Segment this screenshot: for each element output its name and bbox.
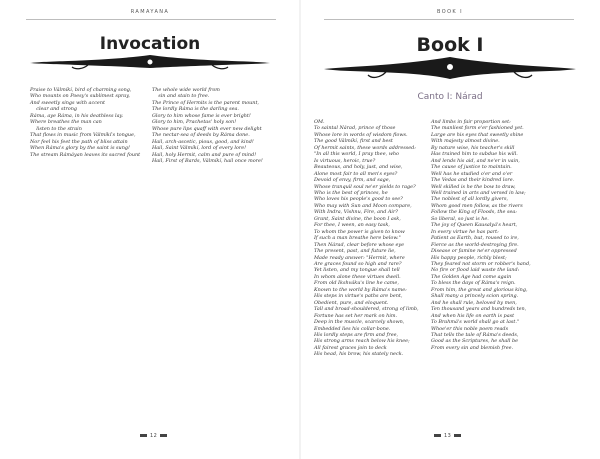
verse-line: Well has he studied o'er and o'er [431, 170, 513, 177]
header-rule [26, 19, 276, 20]
page-title: Book I [416, 34, 484, 56]
verse-line: sin and stain to free. [152, 93, 210, 100]
page-number [431, 433, 464, 439]
right-page [300, 0, 600, 459]
verse-line: OM. [314, 119, 325, 125]
invocation-col-2 [152, 87, 263, 164]
verse-line: The Vedas and their kindred lore. [431, 177, 515, 184]
verse-line: Praise to Válmíkí, bird of charming song, [30, 87, 132, 93]
verse-line: So liberal, so just is he. [431, 215, 489, 222]
verse-line: Of hermit saints, these words addressed: [314, 144, 416, 151]
verse-line: The lordly Ráma is the darling sea. [152, 106, 239, 113]
verse-line: "In all this world, I pray thee, who [314, 151, 399, 158]
verse-line: The present, past, and future lie, [314, 248, 396, 255]
canto-col-2 [431, 119, 531, 351]
verse-line: Who mounts on Poesy's sublimest spray, [30, 93, 130, 100]
verse-line: Who is the best of princes, he [314, 189, 388, 196]
verse-line: The manliest form e'er fashioned yet. [431, 125, 524, 132]
verse-line: Where breathes the man can [30, 119, 102, 126]
verse-line: In every virtue he has part: [431, 228, 499, 235]
verse-line: And limbs in fair proportion set: [431, 119, 511, 125]
flourish-ornament-icon [322, 55, 578, 81]
verse-line: The Golden Age had come again [431, 273, 512, 280]
verse-line: Good as the Scriptures, he shall be [431, 338, 518, 345]
verse-line: The Prince of Hermits is the parent mount, [152, 99, 259, 106]
verse-line: listen to the strain [30, 125, 82, 132]
verse-line: Whom good men follow, as the rivers [431, 202, 523, 209]
header-rule [324, 19, 574, 20]
verse-line: Nor feel his feet the path of bliss attain [30, 138, 128, 145]
verse-line: Made ready answer: "Hermit, where [314, 254, 405, 261]
verse-line: Well skilled is he the bow to draw, [431, 183, 516, 190]
verse-line: The cause of justice to maintain. [431, 164, 512, 171]
verse-line: The nectar-sea of deeds by Ráma done. [152, 132, 250, 139]
page-number [137, 433, 170, 439]
verse-line: And he shall rule, beloved by men, [431, 299, 517, 306]
verse-line: Patient as Earth, but, roused to ire, [431, 235, 519, 242]
verse-line: When Ráma's glory by the saint is sung! [30, 145, 130, 152]
folio-ornament-icon [434, 434, 441, 437]
running-head: BOOK I [437, 9, 463, 15]
verse-line: The whole wide world from [152, 87, 220, 93]
invocation-col-1 [30, 87, 140, 158]
verse-line: Grant, Saint divine, the boon I ask, [314, 215, 401, 222]
verse-line: Then Nárad, clear before whose eye [314, 241, 405, 248]
verse-line: Has trained him to subdue his will. [431, 151, 518, 158]
verse-line: His strong arms reach below his knee; [314, 338, 410, 345]
verse-line: To saintal Nárad, prince of those [314, 125, 396, 132]
verse-line: Hail, First of Bards, Válmíkí, hail once more! [152, 157, 263, 164]
verse-line: To whom the power is given to know [314, 228, 405, 235]
verse-line: To Brahmá's world shall go at last." [431, 319, 520, 326]
verse-line: Who may with Sun and Moon compare, [314, 202, 412, 209]
verse-line: His lordly steps are firm and free, [314, 331, 399, 338]
flourish-ornament-icon [28, 52, 272, 72]
verse-line: Hail, holy Hermit, calm and pure of mind! [152, 151, 257, 158]
verse-line: His happy people, richly blest; [431, 254, 507, 261]
verse-line: Embedded lies his collar-bone. [314, 325, 391, 332]
verse-line: All fairest graces join to deck [314, 344, 387, 351]
folio-ornament-icon [454, 434, 461, 437]
verse-line: The stream Rámáyan leaves its sacred fount [30, 151, 141, 158]
verse-line: If such a man breathe here below." [314, 235, 401, 242]
verse-line: Ten thousand years and hundreds ten, [431, 306, 527, 313]
page-number-value: 13 [444, 433, 452, 439]
verse-line: No fire or flood laid waste the land: [431, 267, 520, 274]
verse-line: Glory to him, Prachetas' holy son! [152, 119, 237, 126]
verse-line: They feared not storm or robber's hand, [431, 260, 531, 267]
verse-line: With Indra, Vishnu, Fire, and Air? [314, 209, 398, 216]
verse-line: Whose lore in words of wisdom flows. [314, 131, 408, 138]
verse-line: In whom alone these virtues dwell. [314, 273, 401, 280]
verse-line: From every sin and blemish free. [431, 344, 514, 351]
folio-ornament-icon [160, 434, 167, 437]
verse-line: His steps in virtue's paths are bent, [314, 293, 403, 300]
verse-line: By nature wise, his teacher's skill [431, 144, 515, 151]
page-number-value: 12 [150, 433, 158, 439]
page-title: Invocation [99, 34, 201, 54]
verse-line: That tells the tale of Ráma's deeds, [431, 331, 519, 338]
canto-col-1 [314, 119, 419, 358]
verse-line: Shall many a princely scion spring. [431, 293, 519, 300]
verse-line: Obedient, pure, and eloquent. [314, 299, 389, 306]
verse-line: clear and strong [30, 106, 78, 113]
verse-line: Hail, arch-ascetic, pious, good, and kind! [152, 138, 254, 145]
verse-line: That flows in music from Válmíkí's tongue, [30, 132, 136, 139]
verse-line: To bless the days of Ráma's reign. [431, 280, 516, 287]
verse-line: Devoid of envy, firm, and sage, [314, 177, 391, 184]
verse-line: Known to the world by Ráma's name: [314, 286, 407, 293]
verse-line: Yet listen, and my tongue shall tell [314, 267, 400, 274]
verse-line: Hail, Saint Válmíkí, lord of every lore! [152, 145, 247, 152]
verse-line: And lends his aid, and ne'er in vain, [431, 157, 520, 164]
verse-line: Whoe'er this noble poem reads [431, 325, 509, 332]
verse-line: Whose pure lips quaff with ever new delight [152, 125, 262, 132]
verse-line: With majesty almost divine. [431, 138, 500, 145]
verse-line: The good Válmíkí, first and best [314, 138, 393, 145]
verse-line: Alone most fair to all men's eyes? [314, 170, 398, 177]
verse-line: Tall and broad-shouldered, strong of limb, [314, 306, 419, 313]
verse-line: Deep in the muscle, scarcely shown, [314, 319, 405, 326]
canto-heading: Canto I: Nárad [417, 92, 483, 102]
verse-line: The noblest of all lordly givers, [431, 196, 509, 203]
verse-line: For thee, I ween, an easy task, [314, 222, 390, 229]
verse-line: Glory to him whose fame is ever bright! [152, 112, 251, 119]
verse-line: Follow the King of Floods, the sea: [431, 209, 517, 216]
verse-line: From him, the great and glorious king, [431, 286, 528, 293]
verse-line: Beauteous, and holy, just, and wise, [314, 164, 403, 171]
verse-line: Fortune has set her mark on him. [314, 312, 398, 319]
verse-line: And when his life on earth is past [431, 312, 515, 319]
verse-line: Disease or famine ne'er oppressed [431, 248, 517, 255]
verse-line: His head, his brow, his stately neck. [314, 351, 404, 358]
verse-line: The joy of Queen Kausalyá's heart, [431, 222, 518, 229]
verse-line: Whose tranquil soul ne'er yields to rage? [314, 183, 416, 190]
verse-line: Well trained in arts and versed in law; [431, 189, 526, 196]
verse-line: Ráma, aye Ráma, in his deathless lay. [30, 112, 124, 119]
verse-line: Who loves his people's good to see? [314, 196, 403, 203]
verse-line: From old Ikshváku's line he came, [314, 280, 399, 287]
verse-line: Are graces found so high and rare? [314, 260, 402, 267]
verse-line: And sweetly sings with accent [30, 99, 105, 106]
verse-line: Fierce as the world-destroying fire. [431, 241, 519, 248]
running-head: RAMAYANA [130, 9, 170, 15]
verse-line: Is virtuous, heroic, true? [314, 157, 376, 164]
verse-line: Large are his eyes that sweetly shine [431, 131, 524, 138]
folio-ornament-icon [140, 434, 147, 437]
